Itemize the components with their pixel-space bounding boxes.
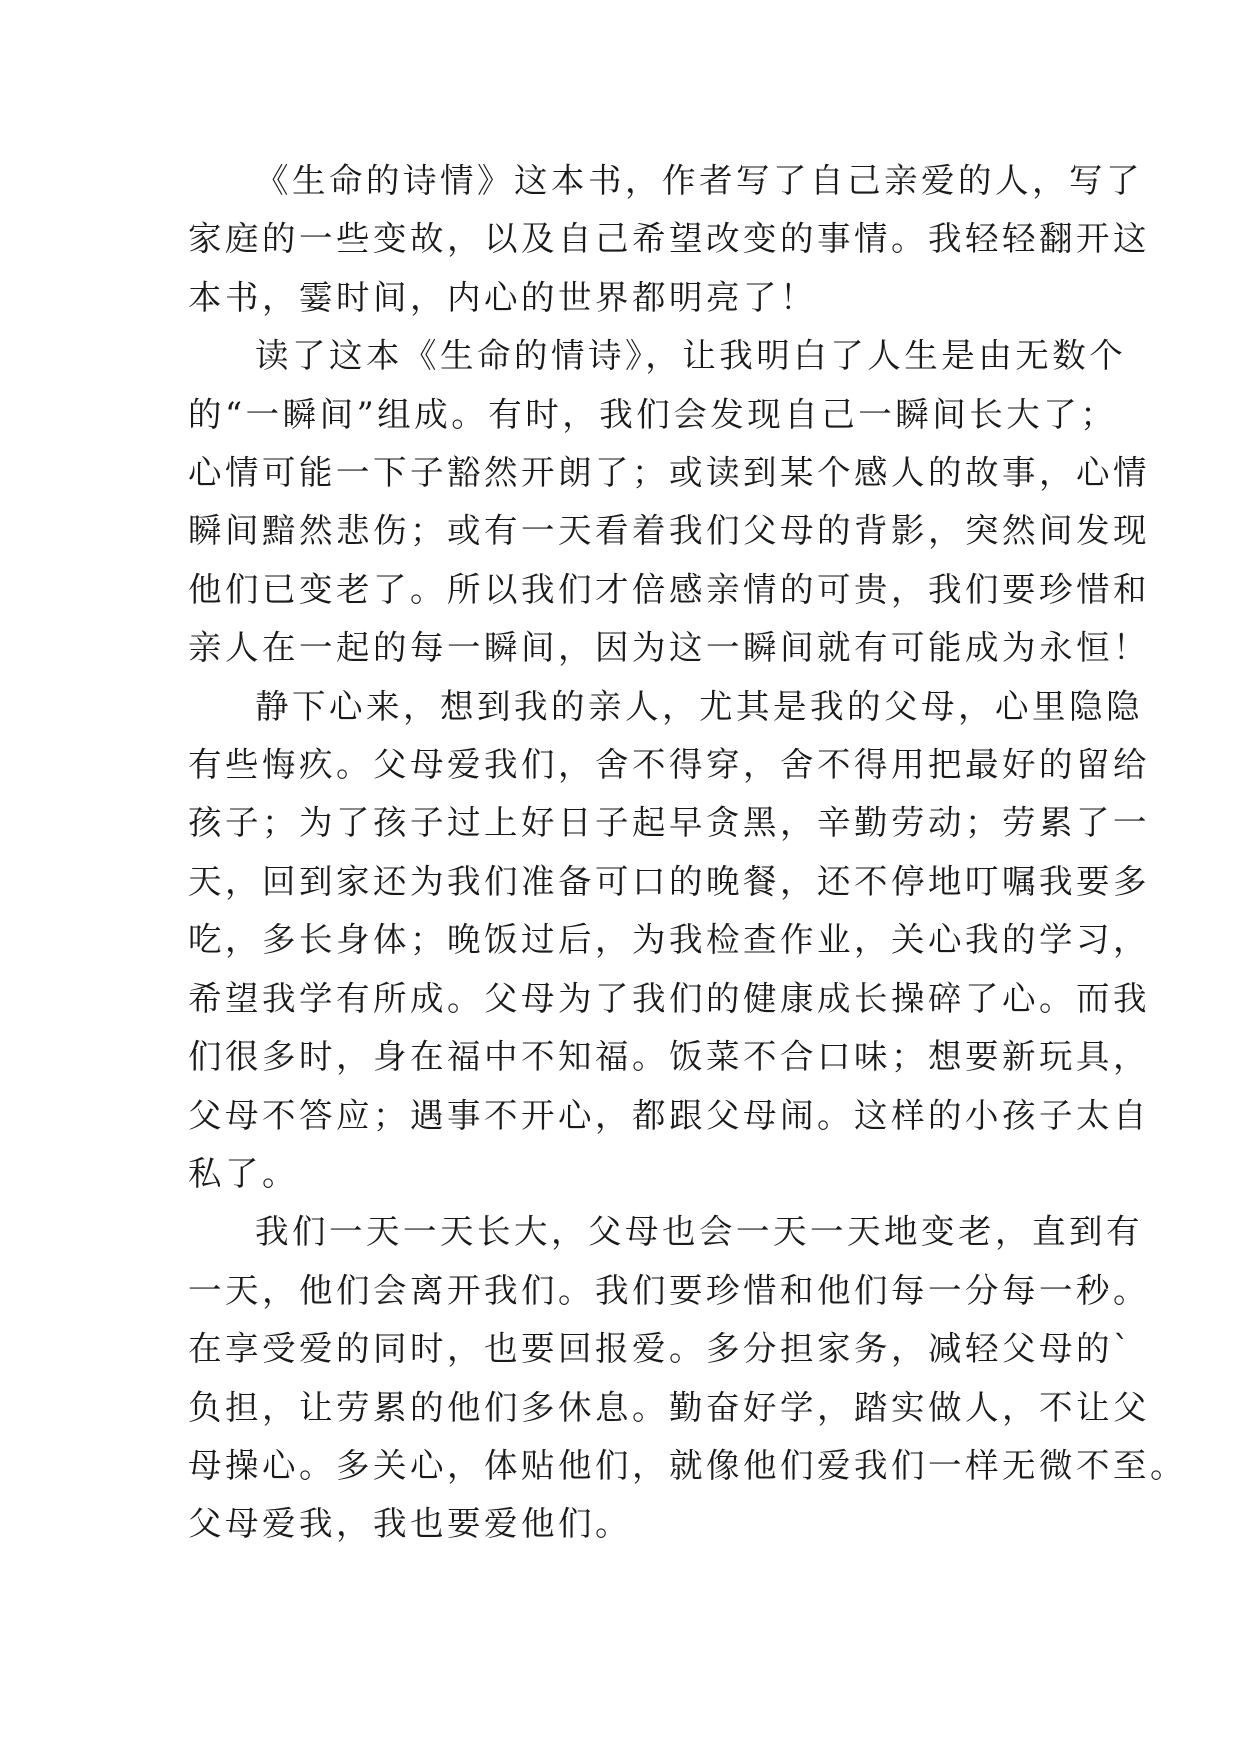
text-line: 本书，霎时间，内心的世界都明亮了！ [188,277,817,317]
text-line: 心情可能一下子豁然开朗了；或读到某个感人的故事，心情 [188,453,1150,493]
text-line: 瞬间黯然悲伤；或有一天看着我们父母的背影，突然间发现 [188,511,1150,551]
text-line: 的“一瞬间”组成。有时，我们会发现自己一瞬间长大了； [188,394,1118,434]
text-line: 吃，多长身体；晚饭过后，为我检查作业，关心我的学习， [188,920,1150,960]
text-line: 们很多时，身在福中不知福。饭菜不合口味；想要新玩具， [188,1037,1150,1077]
text-line: 亲人在一起的每一瞬间，因为这一瞬间就有可能成为永恒！ [188,628,1150,668]
text-line: 家庭的一些变故，以及自己希望改变的事情。我轻轻翻开这 [188,219,1150,259]
text-line: 私了。 [188,1153,299,1193]
text-line: 负担，让劳累的他们多休息。勤奋好学，踏实做人，不让父 [188,1387,1150,1427]
text-line: 天，回到家还为我们准备可口的晚餐，还不停地叮嘱我要多 [188,861,1150,901]
text-line: 希望我学有所成。父母为了我们的健康成长操碎了心。而我 [188,978,1150,1018]
paragraph-2 [188,327,1150,677]
paragraph-1 [188,152,1150,327]
text-line: 静下心来，想到我的亲人，尤其是我的父母，心里隐隐 [255,686,1143,726]
text-line: 有些悔疚。父母爱我们，舍不得穿，舍不得用把最好的留给 [188,745,1150,785]
paragraph-3 [188,678,1150,1204]
text-line: 父母爱我，我也要爱他们。 [188,1504,632,1544]
text-line: 读了这本《生命的情诗》，让我明白了人生是由无数个 [255,336,1127,376]
document-body [188,152,1187,1554]
text-line: 他们已变老了。所以我们才倍感亲情的可贵，我们要珍惜和 [188,569,1150,609]
text-line: 父母不答应；遇事不开心，都跟父母闹。这样的小孩子太自 [188,1095,1150,1135]
paragraph-4 [188,1203,1187,1553]
text-line: 一天，他们会离开我们。我们要珍惜和他们每一分每一秒。 [188,1270,1150,1310]
text-line: 孩子；为了孩子过上好日子起早贪黑，辛勤劳动；劳累了一 [188,803,1150,843]
text-line: 母操心。多关心，体贴他们，就像他们爱我们一样无微不至。 [188,1445,1187,1485]
text-line: 我们一天一天长大，父母也会一天一天地变老，直到有 [255,1212,1143,1252]
text-line: 在享受爱的同时，也要回报爱。多分担家务，减轻父母的` [188,1329,1134,1369]
text-line: 《生命的诗情》这本书，作者写了自己亲爱的人，写了 [255,161,1143,200]
